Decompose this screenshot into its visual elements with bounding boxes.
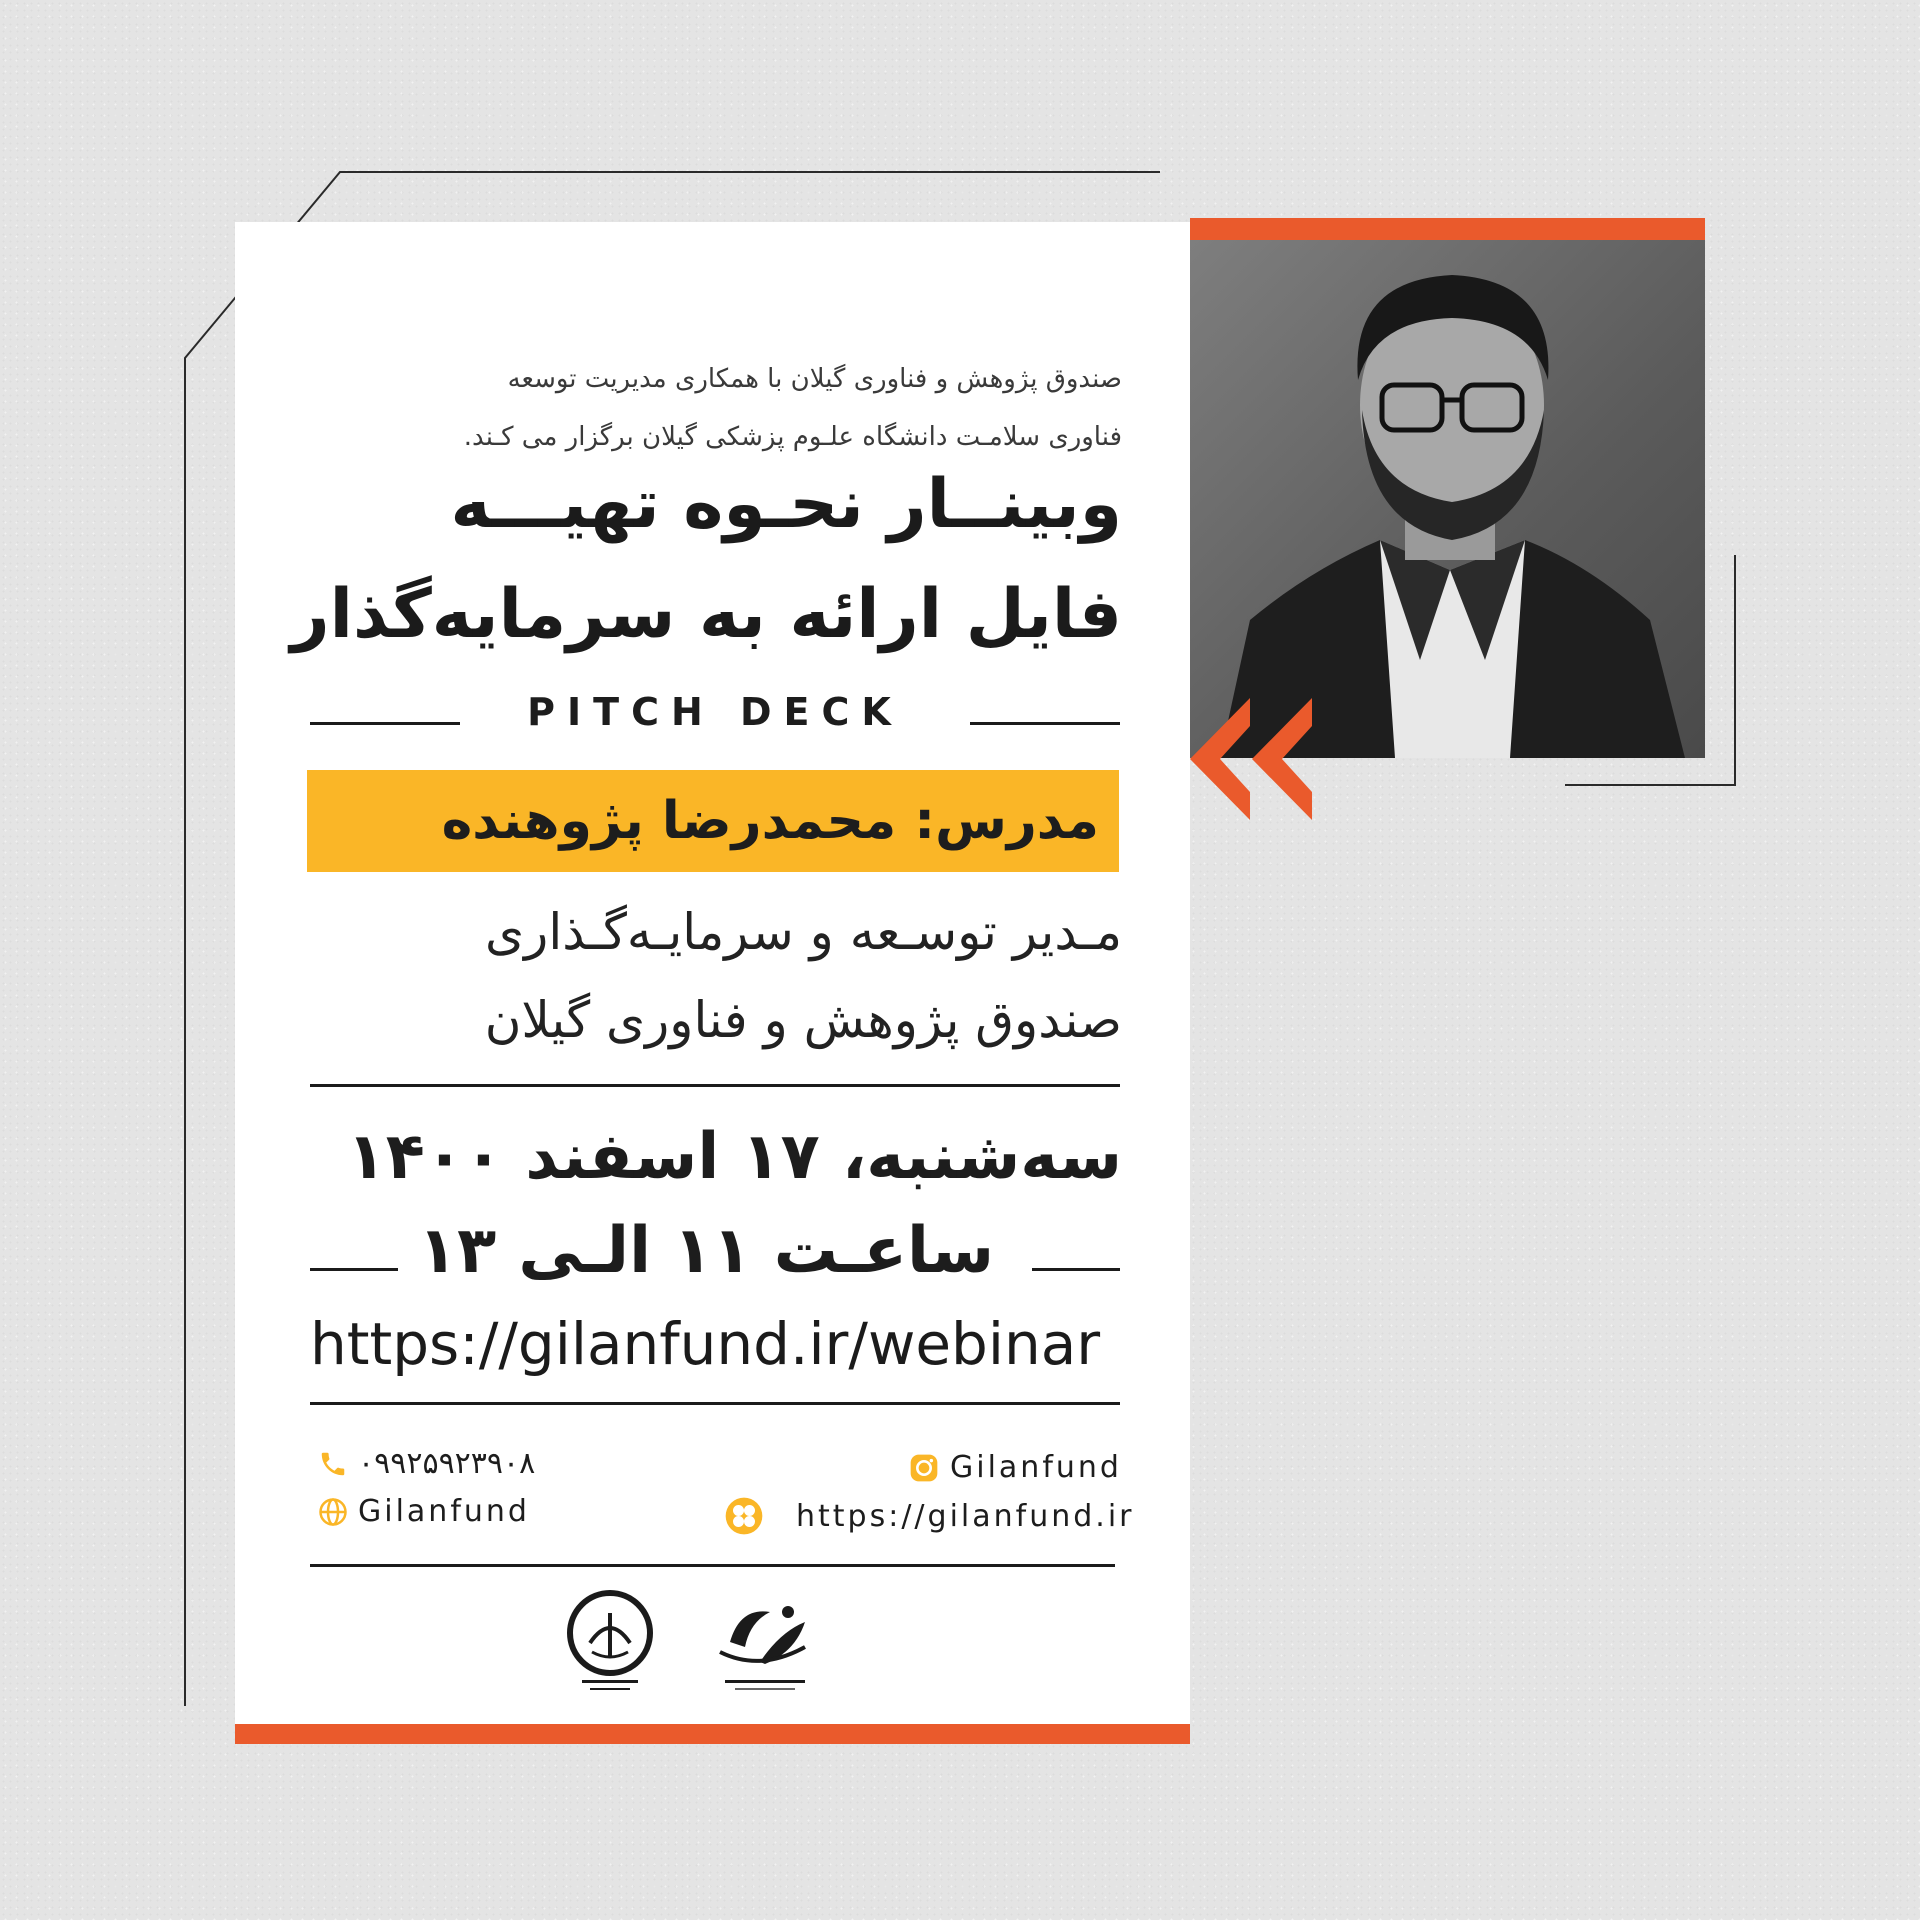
role-line-1: مـدیر توسـعه و سرمایـه‌گـذاری	[485, 903, 1122, 961]
time-left-divider	[310, 1268, 398, 1271]
pitch-deck-label: PITCH DECK	[527, 690, 903, 734]
title-line-2: فایل ارائه به سرمایه‌گذار	[290, 575, 1122, 654]
divider-line	[310, 1084, 1120, 1087]
intro-line-1: صندوق پژوهش و فناوری گیلان با همکاری مدیریت توسعه	[507, 364, 1122, 394]
intro-line-2: فناوری سلامـت دانشگاه علـوم پزشکی گیلان برگزار می کـند.	[463, 422, 1122, 452]
website-contact[interactable]	[722, 1494, 1134, 1538]
website-url: https://gilanfund.ir	[796, 1498, 1135, 1534]
photo-top-accent-bar	[1190, 218, 1705, 240]
webinar-url[interactable]: https://gilanfund.ir/webinar	[310, 1310, 1101, 1378]
teacher-name: مدرس: محمدرضا پژوهنده	[441, 791, 1099, 851]
divider-line	[310, 1564, 1115, 1567]
web-handle: Gilanfund	[358, 1494, 530, 1529]
instagram-icon	[908, 1452, 940, 1484]
divider-line	[310, 1402, 1120, 1405]
teacher-highlight	[307, 770, 1119, 872]
event-time: ساعـت ۱۱ الـی ۱۳	[418, 1214, 994, 1288]
double-chevron-left-icon	[1190, 698, 1320, 820]
phone-icon	[318, 1449, 348, 1479]
teacher-role	[290, 888, 1122, 1064]
gilanfund-logo-icon	[722, 1494, 766, 1538]
gilanfund-park-logo	[710, 1592, 820, 1702]
pitch-right-divider	[970, 722, 1120, 725]
speaker-photo	[1190, 240, 1705, 758]
web-handle-contact[interactable]	[318, 1494, 530, 1529]
phone-number: ۰۹۹۲۵۹۲۳۹۰۸	[358, 1446, 536, 1481]
event-date: سه‌شنبه، ۱۷ اسفند ۱۴۰۰	[346, 1120, 1122, 1194]
intro-text	[290, 350, 1122, 466]
card-bottom-accent-bar	[235, 1724, 1190, 1744]
instagram-contact[interactable]	[908, 1450, 1122, 1485]
phone-contact[interactable]	[318, 1446, 535, 1481]
role-line-2: صندوق پژوهش و فناوری گیلان	[484, 991, 1122, 1049]
pitch-deck-row	[310, 690, 1120, 740]
webinar-title	[290, 450, 1122, 670]
university-emblem-logo	[560, 1588, 660, 1698]
title-line-1: وبینــار نحـوه تهیـــه	[450, 465, 1122, 544]
time-right-divider	[1032, 1268, 1120, 1271]
instagram-handle: Gilanfund	[950, 1450, 1122, 1485]
globe-icon	[318, 1497, 348, 1527]
